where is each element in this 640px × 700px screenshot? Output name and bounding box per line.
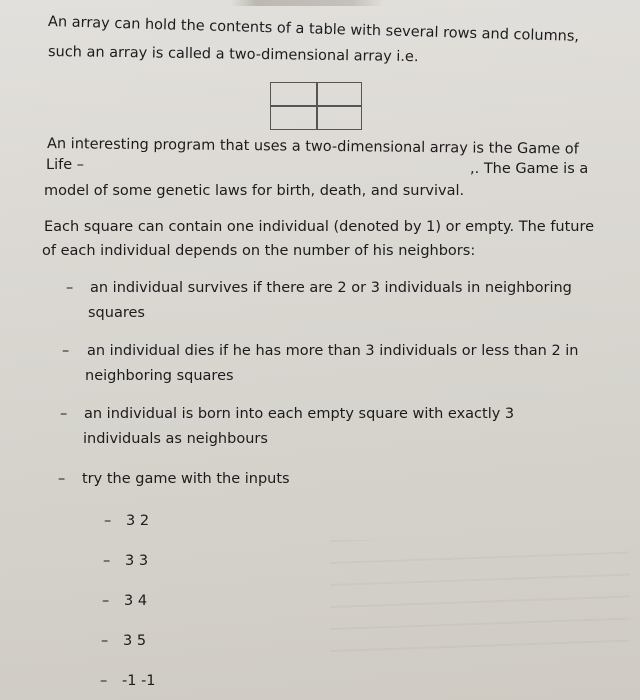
game-line-2a: Life – (46, 157, 84, 173)
input-5-value: -1 -1 (122, 673, 156, 689)
input-4-dash: – (101, 633, 109, 649)
rule-1-line-1: an individual survives if there are 2 or 3 individuals in neighboring (90, 280, 572, 296)
game-line-3: model of some genetic laws for birth, death, and survival. (44, 183, 465, 199)
rule-2-dash: – (62, 343, 70, 359)
rule-3-dash: – (60, 406, 68, 422)
rules-intro-line-1: Each square can contain one individual (denoted by 1) or empty. The future (44, 219, 595, 235)
input-1-dash: – (104, 513, 112, 529)
rule-4-dash: – (58, 471, 66, 487)
rule-2-line-1: an individual dies if he has more than 3 individuals or less than 2 in (87, 343, 579, 359)
game-line-1: An interesting program that uses a two-dimensional array is the Game of (46, 136, 579, 158)
game-line-2b: ,. The Game is a (470, 161, 589, 177)
intro-line-1: An array can hold the contents of a table with several rows and columns, (47, 14, 580, 45)
rule-4-line-1: try the game with the inputs (82, 471, 290, 487)
input-2-value: 3 3 (125, 553, 149, 569)
rule-3-line-1: an individual is born into each empty square with exactly 3 (84, 406, 515, 422)
two-dimensional-array-figure (270, 82, 362, 130)
intro-line-2: such an array is called a two-dimensional array i.e. (47, 44, 419, 66)
input-3-value: 3 4 (124, 593, 148, 609)
input-4-value: 3 5 (123, 633, 147, 649)
rule-3-line-2: individuals as neighbours (83, 431, 268, 447)
rule-1-line-2: squares (88, 305, 145, 321)
input-1-value: 3 2 (126, 513, 150, 529)
rules-intro-line-2: of each individual depends on the number of his neighbors: (42, 243, 476, 259)
show-through-texture (330, 540, 630, 660)
input-2-dash: – (103, 553, 111, 569)
input-5-dash: – (100, 673, 108, 689)
rule-1-dash: – (66, 280, 74, 296)
input-3-dash: – (102, 593, 110, 609)
cropped-heading-remnant (0, 0, 640, 6)
rule-2-line-2: neighboring squares (85, 368, 234, 384)
